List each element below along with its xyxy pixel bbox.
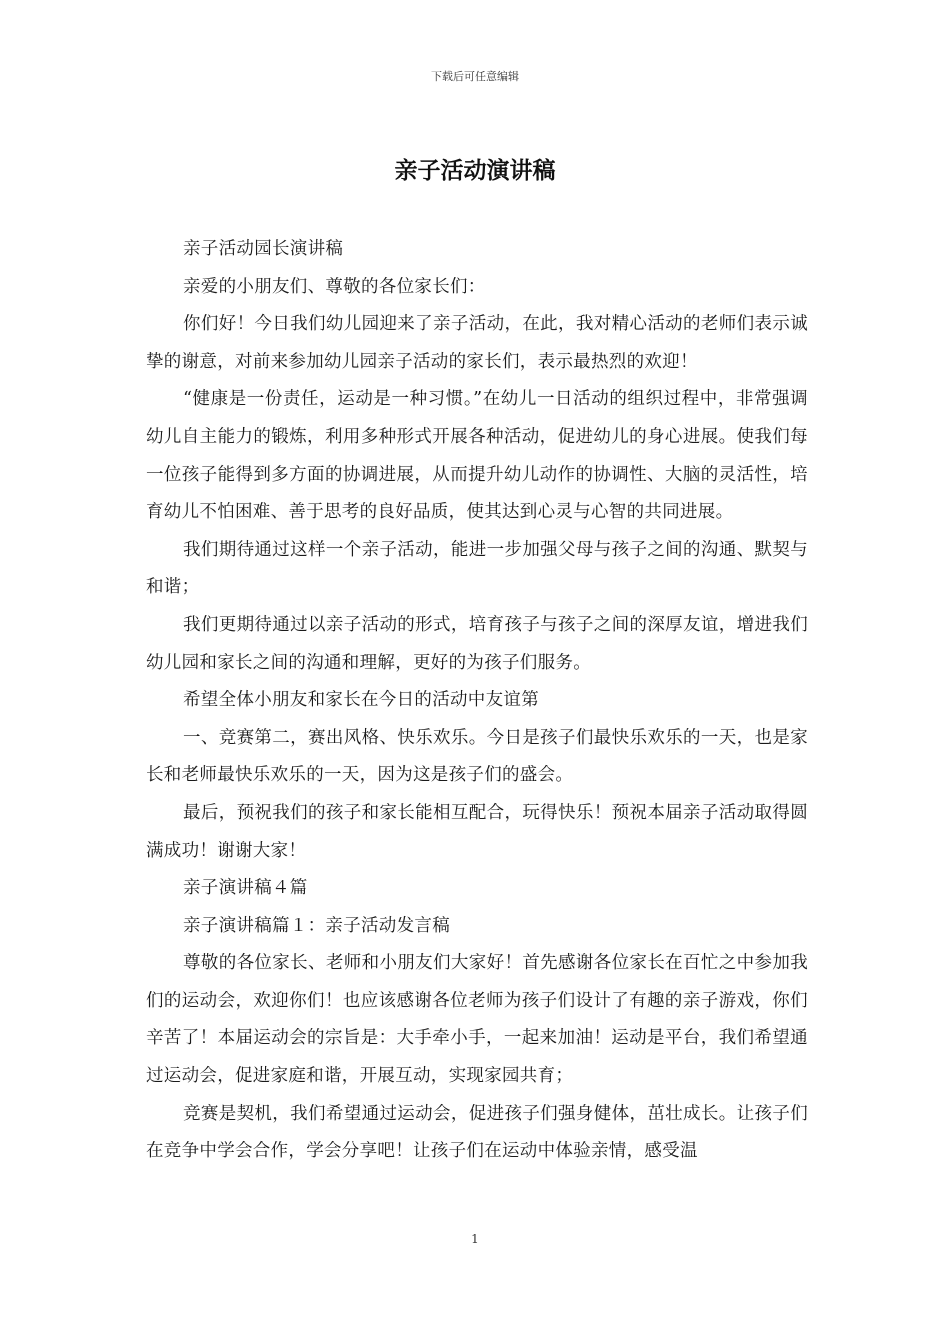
paragraph: 亲子演讲稿篇１：亲子活动发言稿 (183, 915, 450, 936)
page-number: 1 (471, 1232, 479, 1246)
paragraph: 亲子演讲稿４篇 (183, 878, 308, 899)
paragraph: 一、竞赛第二，赛出风格、快乐欢乐。今日是孩子们最快乐欢乐的一天，也是家长和老师最快乐欢乐的一天，因为这是孩子们的盛会。 (146, 727, 808, 786)
page-header-note: 下载后可任意编辑 (431, 70, 519, 83)
paragraph: 你们好！今日我们幼儿园迎来了亲子活动，在此，我对精心活动的老师们表示诚挚的谢意，对前来参加幼儿园亲子活动的家长们，表示最热烈的欢迎！ (146, 314, 808, 372)
paragraph: 我们更期待通过以亲子活动的形式，培育孩子与孩子之间的深厚友谊，增进我们幼儿园和家长之间的沟通和理解，更好的为孩子们服务。 (146, 614, 808, 673)
paragraph: 我们期待通过这样一个亲子活动，能进一步加强父母与孩子之间的沟通、默契与和谐； (146, 539, 808, 598)
document-body (146, 231, 808, 1171)
paragraph: 最后，预祝我们的孩子和家长能相互配合，玩得快乐！预祝本届亲子活动取得圆满成功！谢谢大家！ (146, 802, 808, 861)
paragraph: 竞赛是契机，我们希望通过运动会，促进孩子们强身健体，茁壮成长。让孩子们在竞争中学会合作，学会分享吧！让孩子们在运动中体验亲情，感受温 (146, 1103, 808, 1162)
paragraph: 亲子活动园长演讲稿 (183, 239, 344, 259)
document-title: 亲子活动演讲稿 (394, 157, 556, 184)
paragraph: 尊敬的各位家长、老师和小朋友们大家好！首先感谢各位家长在百忙之中参加我们的运动会，欢迎你们！也应该感谢各位老师为孩子们设计了有趣的亲子游戏，你们辛苦了！本届运动会的宗旨是：大手牵小手，一起来加油！运动是平台，我们希望通过运动会，促进家庭和谐，开展互动，实现家园共育； (146, 953, 808, 1087)
paragraph: 亲爱的小朋友们、尊敬的各位家长们： (183, 276, 486, 297)
paragraph: 希望全体小朋友和家长在今日的活动中友谊第 (183, 690, 539, 711)
paragraph: “健康是一份责任，运动是一种习惯。”在幼儿一日活动的组织过程中，非常强调幼儿自主能力的锻炼，利用多种形式开展各种活动，促进幼儿的身心进展。使我们每一位孩子能得到多方面的协调进展，从而提升幼儿动作的协调性、大脑的灵活性，培育幼儿不怕困难、善于思考的良好品质，使其达到心灵与心智的共同进展。 (146, 389, 808, 523)
